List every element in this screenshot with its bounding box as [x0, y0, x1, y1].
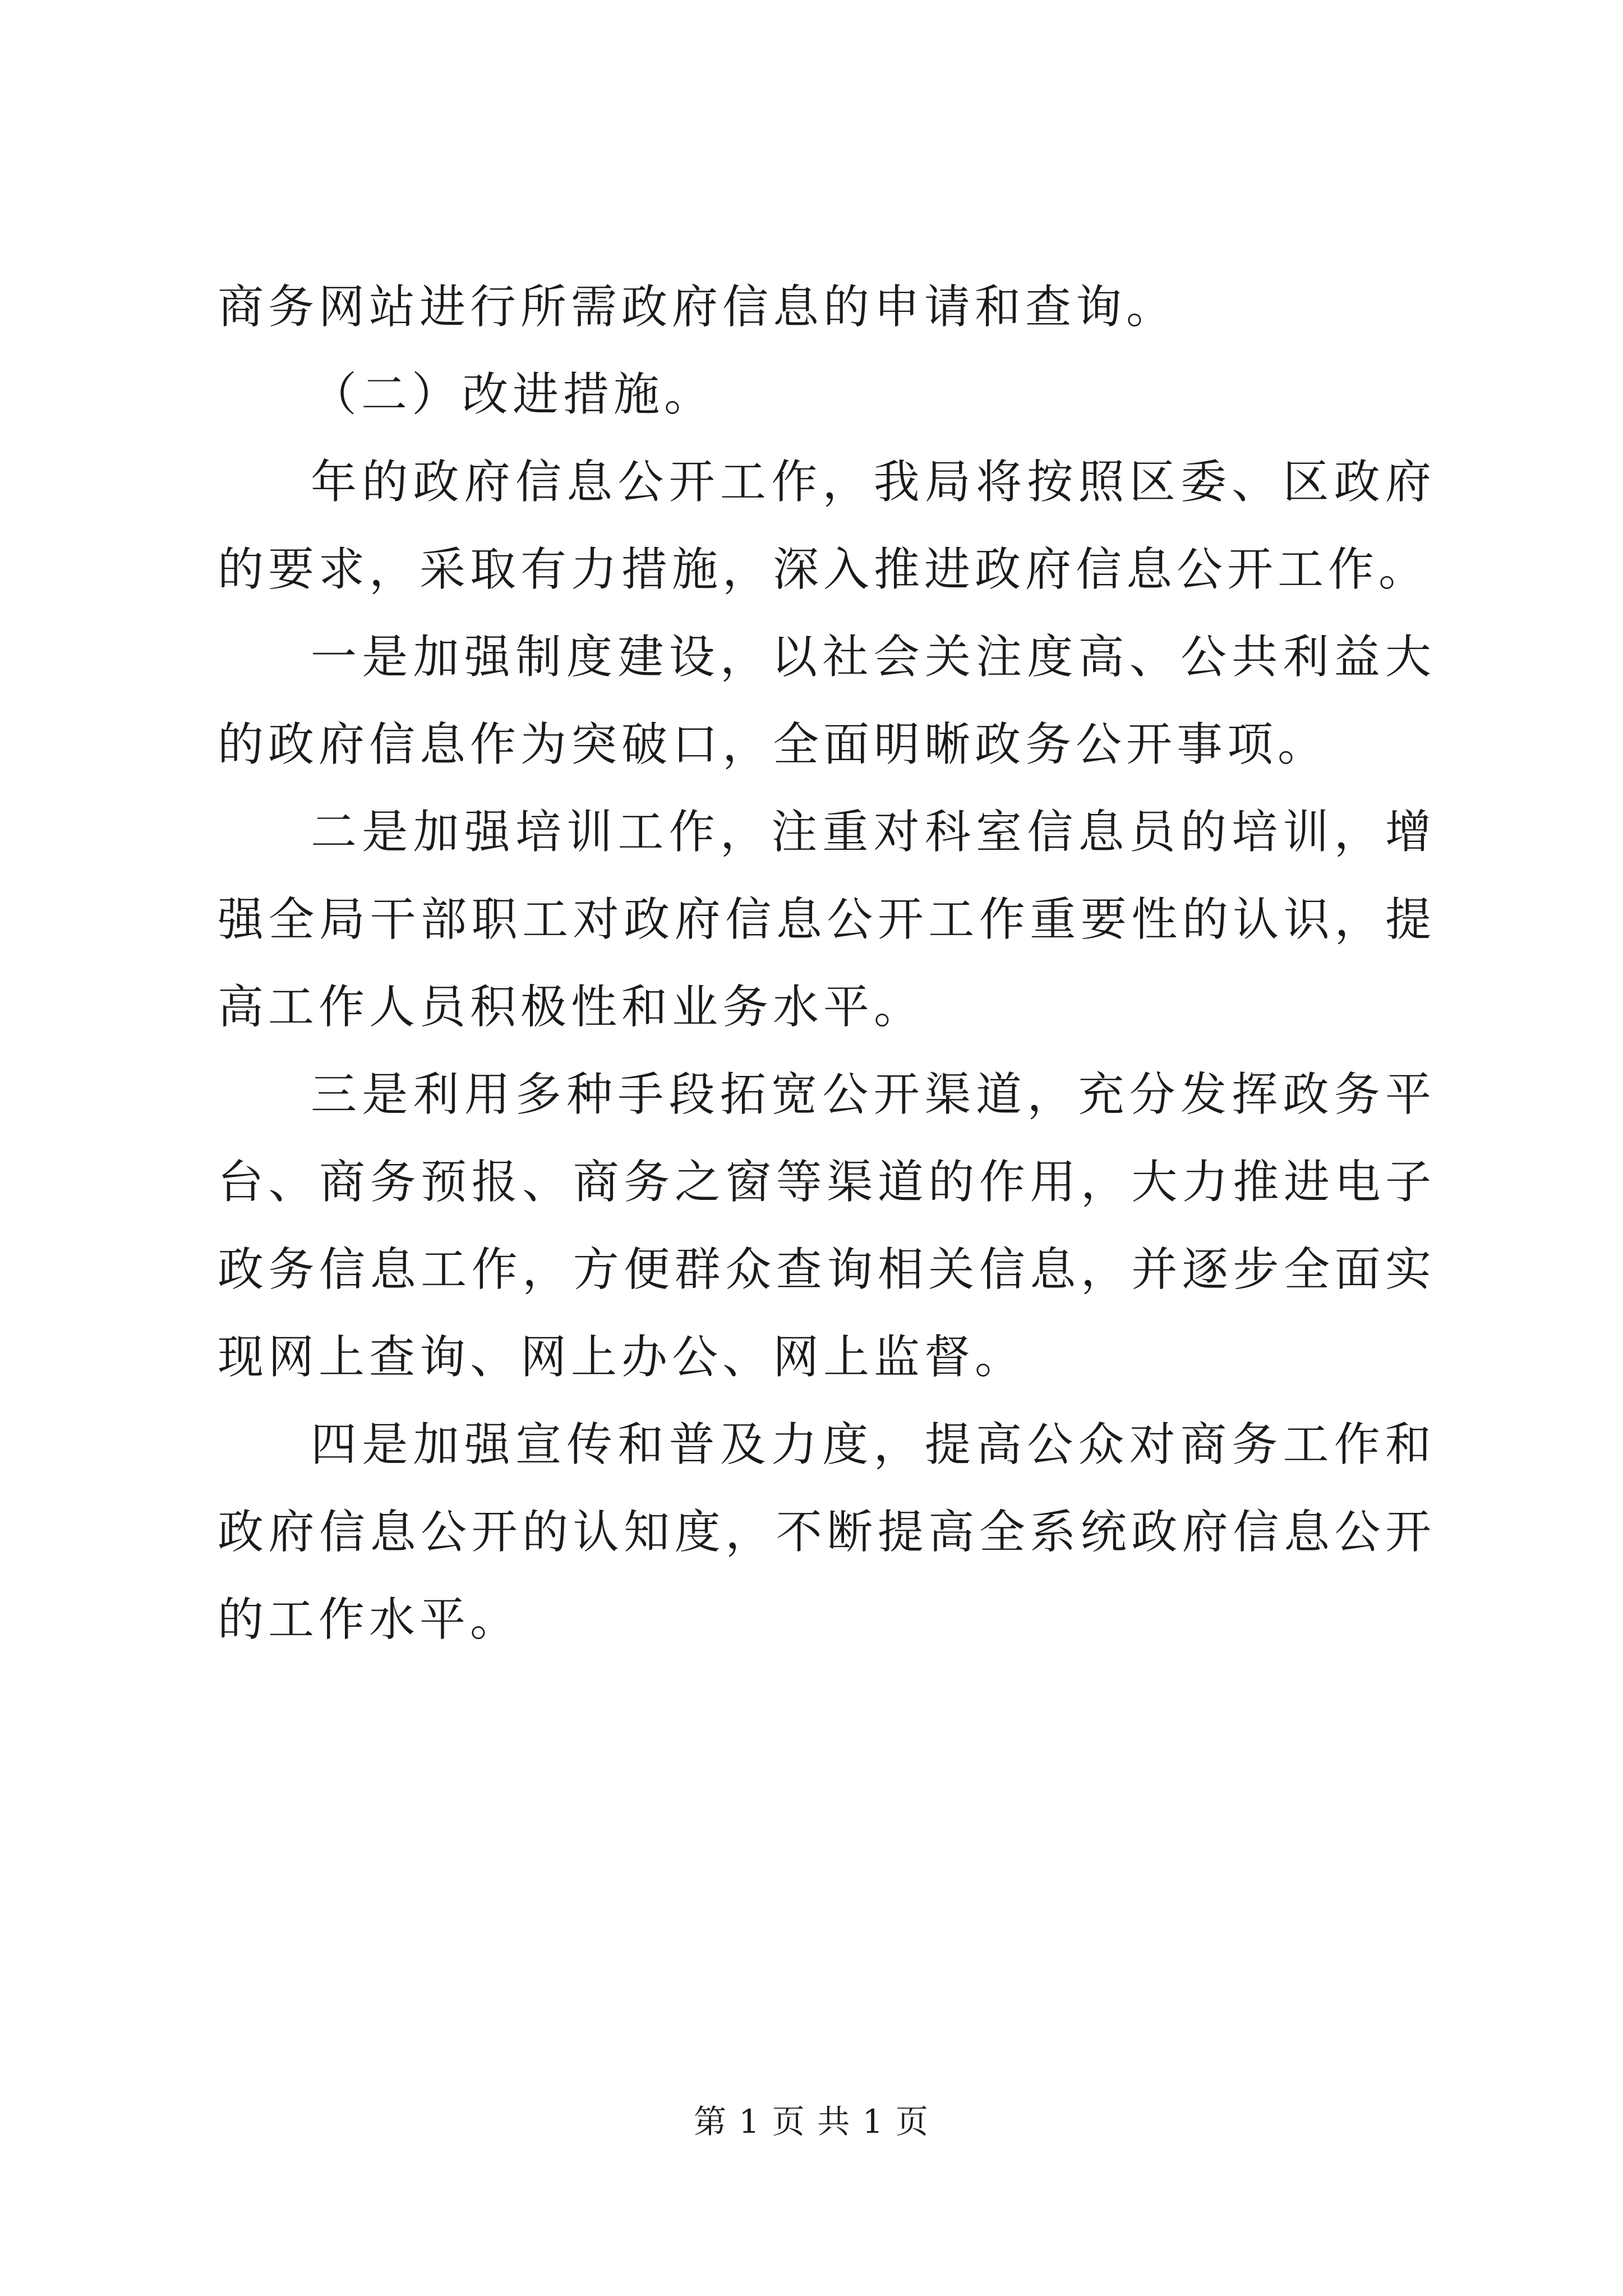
paragraph-item-3: 三是利用多种手段拓宽公开渠道，充分发挥政务平台、商务预报、商务之窗等渠道的作用，大力推进电子政务信息工作，方便群众查询相关信息，并逐步全面实现网上查询、网上办公、网上监督。 — [218, 1068, 1436, 1384]
paragraph-continuation: 商务网站进行所需政府信息的申请和查询。 — [218, 280, 1177, 334]
page-footer: 第 1 页 共 1 页 — [694, 2102, 929, 2141]
paragraph-item-1: 一是加强制度建设，以社会关注度高、公共利益大的政府信息作为突破口，全面明晰政务公开事项。 — [218, 631, 1436, 771]
paragraph-intro: 年的政府信息公开工作，我局将按照区委、区政府的要求，采取有力措施，深入推进政府信息公开工作。 — [218, 455, 1436, 596]
document-body — [218, 264, 1436, 1664]
paragraph-item-2: 二是加强培训工作，注重对科室信息员的培训，增强全局干部职工对政府信息公开工作重要性的认识，提高工作人员积极性和业务水平。 — [218, 806, 1436, 1034]
section-heading: （二）改进措施。 — [311, 368, 715, 421]
paragraph-item-4: 四是加强宣传和普及力度，提高公众对商务工作和政府信息公开的认知度，不断提高全系统政府信息公开的工作水平。 — [218, 1418, 1436, 1646]
